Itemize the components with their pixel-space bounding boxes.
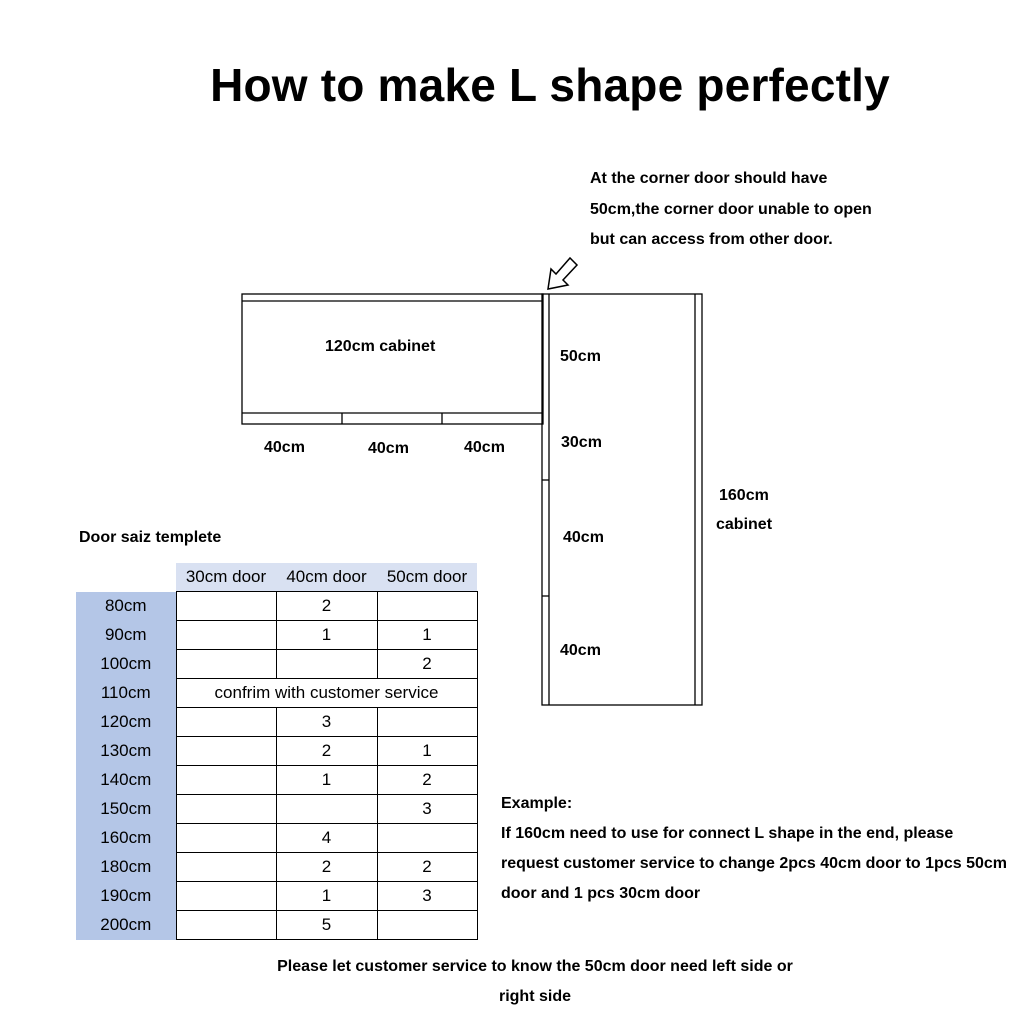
cell-30cm: [176, 737, 276, 766]
cell-40cm: 3: [276, 708, 377, 737]
cell-30cm: [176, 766, 276, 795]
corner-arrow-icon: [548, 258, 577, 289]
side-door-label-4: 40cm: [560, 642, 601, 659]
row-size: 80cm: [76, 592, 176, 621]
cell-50cm: 3: [377, 882, 477, 911]
cell-30cm: [176, 795, 276, 824]
merged-cell-confirm: confrim with customer service: [176, 679, 477, 708]
row-size: 130cm: [76, 737, 176, 766]
top-cabinet-body: [242, 294, 543, 424]
header-50cm-door: 50cm door: [377, 563, 477, 592]
table-header-row: [76, 563, 477, 592]
table-row: [76, 737, 477, 766]
cell-40cm: 1: [276, 882, 377, 911]
table-row: [76, 650, 477, 679]
table-row: [76, 853, 477, 882]
table-row: [76, 679, 477, 708]
cell-30cm: [176, 882, 276, 911]
cell-40cm: 4: [276, 824, 377, 853]
side-cabinet-label-line1: 160cm: [719, 487, 769, 504]
table-row: [76, 592, 477, 621]
row-size: 90cm: [76, 621, 176, 650]
cell-50cm: [377, 824, 477, 853]
cell-30cm: [176, 650, 276, 679]
table-row: [76, 766, 477, 795]
door-size-table: [76, 563, 478, 940]
top-cabinet-label: 120cm cabinet: [325, 338, 436, 355]
row-size: 100cm: [76, 650, 176, 679]
example-block: [501, 789, 1011, 909]
row-size: 160cm: [76, 824, 176, 853]
side-door-label-1: 50cm: [560, 348, 601, 365]
cell-40cm: 2: [276, 737, 377, 766]
cell-50cm: 1: [377, 737, 477, 766]
page-title: How to make L shape perfectly: [210, 59, 890, 111]
top-cabinet: [242, 294, 543, 424]
table-row: [76, 824, 477, 853]
top-door-label-3: 40cm: [464, 439, 505, 456]
header-40cm-door: 40cm door: [276, 563, 377, 592]
cell-30cm: [176, 853, 276, 882]
table-corner-cell: [76, 563, 176, 592]
top-door-label-2: 40cm: [368, 440, 409, 457]
footer-note: Please let customer service to know the 50cm door need left side or right side: [277, 958, 793, 1005]
cell-50cm: 2: [377, 650, 477, 679]
side-door-label-2: 30cm: [561, 434, 602, 451]
table-row: [76, 882, 477, 911]
header-30cm-door: 30cm door: [176, 563, 276, 592]
table-row: [76, 708, 477, 737]
cell-50cm: [377, 708, 477, 737]
cell-40cm: 5: [276, 911, 377, 940]
side-door-label-3: 40cm: [563, 529, 604, 546]
cell-30cm: [176, 824, 276, 853]
cell-50cm: 1: [377, 621, 477, 650]
cell-30cm: [176, 592, 276, 621]
cell-40cm: [276, 795, 377, 824]
table-row: [76, 621, 477, 650]
cell-30cm: [176, 911, 276, 940]
cell-40cm: 2: [276, 853, 377, 882]
cell-40cm: [276, 650, 377, 679]
top-door-label-1: 40cm: [264, 439, 305, 456]
example-text: If 160cm need to use for connect L shape in the end, please request customer service to change 2pcs 40cm door to 1pcs 50cm door and 1 pcs 30cm door: [501, 825, 1007, 902]
row-size: 140cm: [76, 766, 176, 795]
row-size: 200cm: [76, 911, 176, 940]
row-size: 150cm: [76, 795, 176, 824]
example-heading: Example:: [501, 795, 573, 812]
row-size: 120cm: [76, 708, 176, 737]
table-row: [76, 795, 477, 824]
cell-40cm: 1: [276, 621, 377, 650]
cell-50cm: 2: [377, 766, 477, 795]
row-size: 180cm: [76, 853, 176, 882]
cell-30cm: [176, 708, 276, 737]
corner-door-note: At the corner door should have 50cm,the corner door unable to open but can access from other door.: [590, 170, 872, 248]
template-title: Door saiz templete: [79, 529, 222, 546]
cell-40cm: 2: [276, 592, 377, 621]
cell-50cm: [377, 592, 477, 621]
row-size: 110cm: [76, 679, 176, 708]
side-cabinet-label-line2: cabinet: [716, 516, 773, 533]
cell-40cm: 1: [276, 766, 377, 795]
cell-50cm: [377, 911, 477, 940]
cell-50cm: 3: [377, 795, 477, 824]
cell-50cm: 2: [377, 853, 477, 882]
row-size: 190cm: [76, 882, 176, 911]
table-row: [76, 911, 477, 940]
cell-30cm: [176, 621, 276, 650]
